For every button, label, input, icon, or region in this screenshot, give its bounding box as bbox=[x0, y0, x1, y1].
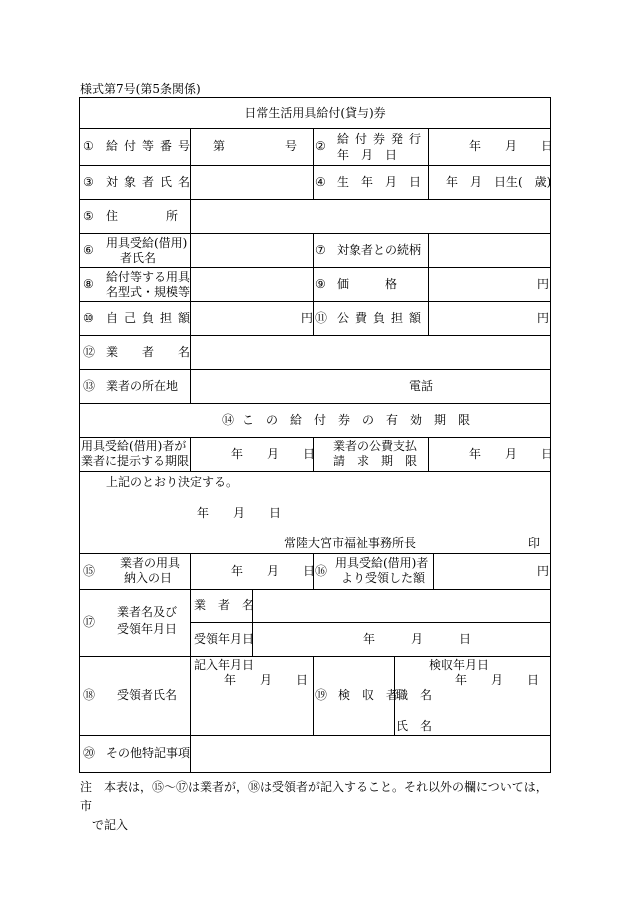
rule bbox=[313, 656, 314, 735]
field-number: ⑳ bbox=[83, 746, 96, 760]
rule bbox=[80, 735, 550, 736]
field-number: ③ bbox=[83, 175, 94, 189]
rule bbox=[80, 233, 550, 234]
label-self-burden: 自己負担額 bbox=[106, 311, 197, 325]
field-number: ⑰ bbox=[83, 615, 96, 629]
value-inspection-date: 年 月 日 bbox=[455, 673, 540, 687]
rule bbox=[190, 735, 191, 772]
label-benefit-number: 給付等番号 bbox=[106, 139, 197, 153]
label-inspector: 検 収 者 bbox=[338, 688, 399, 702]
form-caption: 様式第7号(第5条関係) bbox=[80, 82, 201, 96]
office-name: 常陸大宮市福祉事務所長 bbox=[284, 536, 417, 550]
rule bbox=[428, 233, 429, 335]
label-subject-name: 対象者氏名 bbox=[106, 175, 197, 189]
field-number: ⑨ bbox=[315, 277, 326, 291]
field-number: ⑤ bbox=[83, 209, 94, 223]
seal-mark: 印 bbox=[528, 536, 541, 550]
field-number: ⑭ bbox=[222, 413, 241, 427]
label-claim-deadline-2: 請 求 期 限 bbox=[333, 454, 418, 468]
field-number: ⑫ bbox=[83, 345, 96, 359]
field-number: ⑬ bbox=[83, 379, 96, 393]
field-number: ② bbox=[315, 139, 326, 153]
field-number: ⑧ bbox=[83, 277, 94, 291]
rule bbox=[80, 165, 550, 166]
field-number: ⑦ bbox=[315, 243, 326, 257]
rule bbox=[190, 437, 191, 471]
label-vendor-address: 業者の所在地 bbox=[106, 379, 179, 393]
rule bbox=[80, 656, 550, 657]
sub-receipt-date: 受領年月日 bbox=[194, 632, 255, 646]
rule bbox=[80, 589, 550, 590]
label-phone: 電話 bbox=[409, 379, 434, 393]
label-address: 住 所 bbox=[106, 209, 179, 223]
rule bbox=[80, 437, 550, 438]
rule bbox=[190, 199, 191, 233]
label-received-amount: 用具受給(借用)者 bbox=[335, 556, 429, 570]
field-number: ⑩ bbox=[83, 311, 94, 325]
label-recipient-sign: 受領者氏名 bbox=[117, 688, 178, 702]
field-number: ④ bbox=[315, 175, 326, 189]
rule bbox=[433, 553, 434, 589]
field-number: ⑥ bbox=[83, 243, 94, 257]
rule bbox=[190, 589, 191, 656]
label-vendor-name: 業 者 名 bbox=[106, 345, 197, 359]
voucher-form bbox=[79, 97, 554, 773]
label-recipient-name: 用具受給(借用) bbox=[106, 236, 188, 250]
field-number: ⑮ bbox=[83, 564, 96, 578]
footnote-line-1: 注 本表は，⑮～⑰は業者が，⑱は受領者が記入すること。それ以外の欄については，市 bbox=[80, 780, 548, 813]
unit-yen: 円 bbox=[301, 311, 314, 325]
decision-date: 年 月 日 bbox=[197, 506, 282, 520]
label-claim-deadline: 業者の公費支払 bbox=[333, 439, 418, 453]
label-vendor-receipt: 業者名及び bbox=[117, 605, 178, 619]
rule bbox=[80, 128, 550, 129]
rule bbox=[313, 128, 314, 199]
value-claim-deadline: 年 月 日 bbox=[469, 447, 554, 461]
field-number: ① bbox=[83, 139, 94, 153]
label-price: 価 格 bbox=[337, 277, 398, 291]
label-issue-date: 給付券発行 bbox=[337, 132, 428, 146]
rule bbox=[80, 301, 550, 302]
label-post: 職 名 bbox=[396, 688, 433, 702]
label-public-burden: 公費負担額 bbox=[337, 311, 428, 325]
label-received-amount-2: より受領した額 bbox=[341, 571, 426, 585]
form-title: 日常生活用具給付(貸与)券 bbox=[244, 106, 386, 120]
footnote bbox=[80, 778, 555, 835]
label-equipment: 給付等する用具 bbox=[106, 270, 191, 284]
value-birth-date: 年 月 日生( 歳) bbox=[446, 175, 552, 189]
label-equipment-2: 名型式・規模等 bbox=[106, 285, 191, 299]
unit-yen: 円 bbox=[537, 564, 550, 578]
unit-yen: 円 bbox=[537, 277, 550, 291]
sub-vendor-name: 業 者 名 bbox=[194, 598, 255, 612]
label-vendor-receipt-2: 受領年月日 bbox=[117, 622, 178, 636]
rule bbox=[80, 199, 550, 200]
field-number: ⑪ bbox=[315, 311, 328, 325]
label-present-deadline: 用具受給(借用)者が bbox=[81, 439, 187, 453]
rule bbox=[80, 403, 550, 404]
value-delivery-date: 年 月 日 bbox=[231, 564, 316, 578]
value-issue-date: 年 月 日 bbox=[469, 139, 554, 153]
value-dai: 第 bbox=[213, 139, 226, 153]
label-recipient-name-2: 者氏名 bbox=[120, 251, 157, 265]
rule bbox=[80, 369, 550, 370]
unit-yen: 円 bbox=[537, 311, 550, 325]
value-gou: 号 bbox=[285, 139, 298, 153]
rule bbox=[190, 622, 550, 623]
value-present-deadline: 年 月 日 bbox=[231, 447, 316, 461]
field-number: ⑯ bbox=[315, 564, 328, 578]
label-delivery-date: 業者の用具 bbox=[120, 556, 181, 570]
rule bbox=[428, 128, 429, 199]
rule bbox=[80, 553, 550, 554]
label-valid-period: この給付券の有効期限 bbox=[242, 413, 483, 427]
label-delivery-date-2: 納入の日 bbox=[124, 571, 173, 585]
field-number: ⑲ bbox=[315, 688, 328, 702]
footnote-line-2: で記入 bbox=[80, 818, 129, 832]
field-number: ⑱ bbox=[83, 688, 96, 702]
value-entry-date: 年 月 日 bbox=[224, 673, 309, 687]
rule bbox=[80, 471, 550, 472]
label-entry-date: 記入年月日 bbox=[194, 658, 255, 672]
label-relationship: 対象者との続柄 bbox=[337, 243, 422, 257]
rule bbox=[80, 267, 550, 268]
label-present-deadline-2: 業者に提示する期限 bbox=[81, 454, 190, 468]
rule bbox=[190, 656, 191, 735]
label-inspection-date: 検収年月日 bbox=[429, 658, 490, 672]
label-remarks: その他特記事項 bbox=[106, 746, 191, 760]
rule bbox=[428, 437, 429, 471]
decision-text: 上記のとおり決定する。 bbox=[106, 475, 239, 489]
rule bbox=[190, 553, 191, 589]
label-name: 氏 名 bbox=[396, 719, 433, 733]
rule bbox=[80, 335, 550, 336]
rule bbox=[313, 233, 314, 335]
value-receipt-date: 年 月 日 bbox=[363, 632, 472, 646]
label-birth-date: 生 年 月 日 bbox=[337, 175, 422, 189]
label-issue-date-ymd: 年 月 日 bbox=[337, 148, 398, 162]
